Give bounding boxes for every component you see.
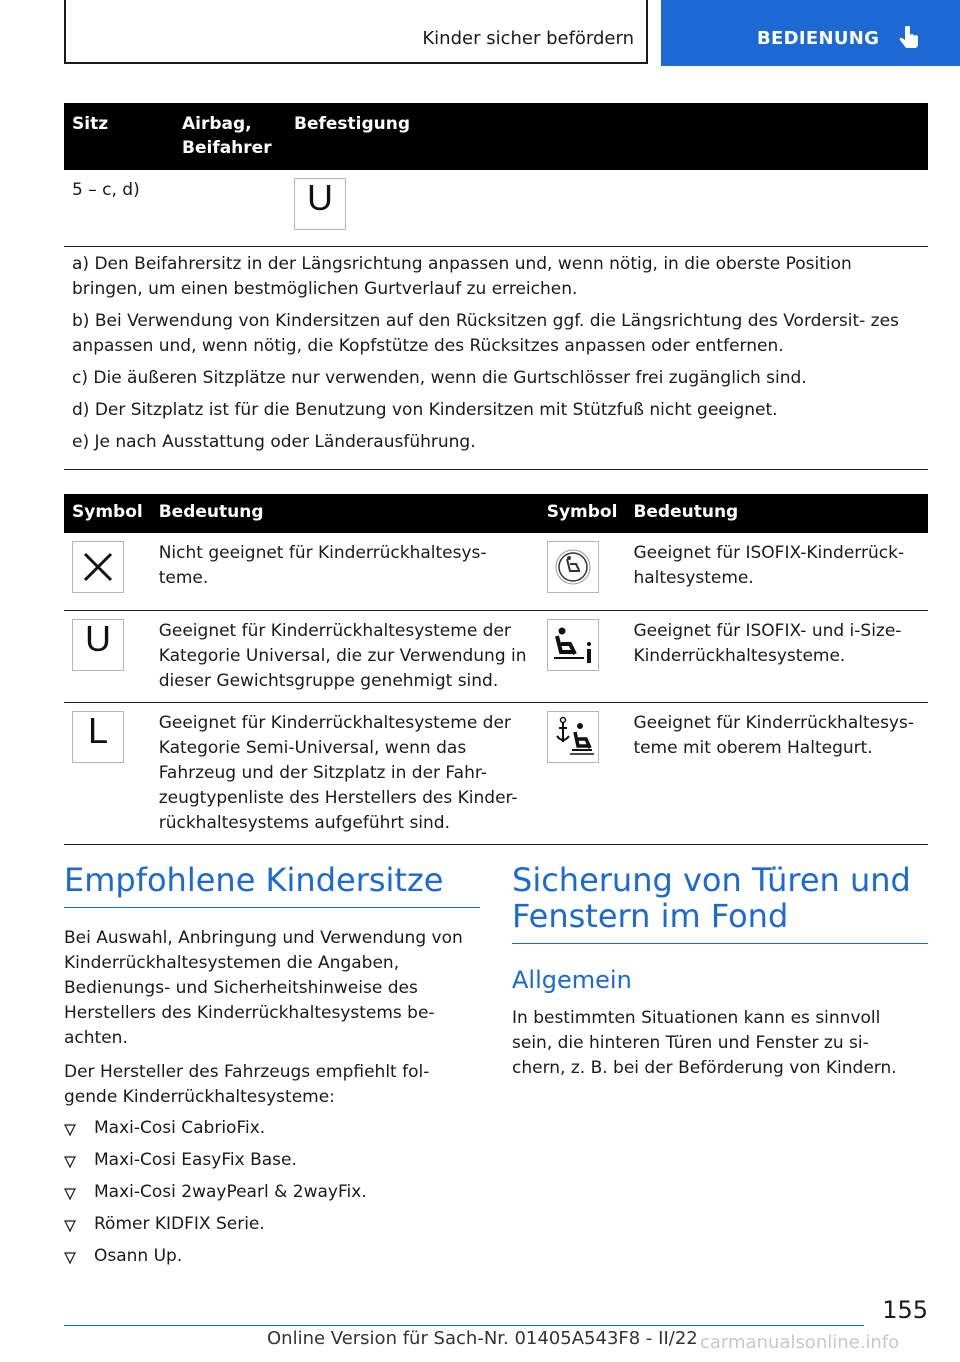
isofix-isize-icon: [547, 619, 599, 671]
list-item: Maxi-Cosi 2wayPearl & 2wayFix.: [64, 1180, 474, 1212]
list-item: Maxi-Cosi CabrioFix.: [64, 1116, 474, 1148]
header-seat: Sitz: [64, 103, 174, 170]
symbol-cell: [539, 610, 626, 702]
footnote-a: a) Den Beifahrersitz in der Längsrichtung anpassen und, wenn nötig, in die oberste Position bringen, um einen bestmöglichen Gurtverlauf zu erreichen.: [72, 254, 852, 299]
section-title-door-lock-line2: Fenstern im Fond: [512, 897, 789, 935]
table-row: [64, 533, 928, 610]
meaning-text: Geeignet für Kinderrückhaltesys- teme mit oberem Haltegurt.: [625, 702, 928, 844]
semi-universal-l-icon: L: [72, 711, 124, 763]
airbag-value: [174, 170, 286, 247]
bullet-triangle-icon: [64, 1156, 76, 1168]
list-item: Römer KIDFIX Serie.: [64, 1212, 474, 1244]
header-meaning-right: Bedeutung: [625, 494, 928, 533]
section-title-door-lock-line1: Sicherung von Türen und: [512, 861, 911, 899]
header-airbag: Airbag, Beifahrer: [174, 103, 286, 170]
header-chapter-box: [64, 0, 648, 64]
top-tether-icon: [547, 711, 599, 763]
cross-icon: [72, 541, 124, 593]
symbol-cell: [64, 533, 151, 610]
table-row: [64, 170, 928, 247]
bullet-triangle-icon: [64, 1124, 76, 1136]
list-item: Osann Up.: [64, 1244, 474, 1276]
footnote-e: e) Je nach Ausstattung oder Länderausführung.: [72, 432, 476, 452]
section-rule: [512, 943, 928, 944]
meaning-text: Geeignet für Kinderrückhaltesysteme der Kategorie Semi-Universal, wenn das Fahrzeug und der Sitzplatz in der Fahr- zeugtypenliste des Herstellers des Kinder- rückhaltesystems aufgeführt sind.: [151, 702, 539, 844]
meaning-text: Geeignet für ISOFIX-Kinderrück- haltesysteme.: [625, 533, 928, 610]
bullet-triangle-icon: [64, 1252, 76, 1264]
isofix-seat-icon: [547, 541, 599, 593]
paragraph: Bei Auswahl, Anbringung und Verwendung von Kinderrückhaltesystemen die Angaben, Bedienungs- und Sicherheitshinweise des Herstellers des Kinderrückhaltesystems be- achten.: [64, 928, 463, 1048]
meaning-text: Nicht geeignet für Kinderrückhaltesys- teme.: [151, 533, 539, 610]
list-item: Maxi-Cosi EasyFix Base.: [64, 1148, 474, 1180]
footnote-b: b) Bei Verwendung von Kindersitzen auf den Rücksitzen ggf. die Längsrichtung des Vordersit- zes anpassen und, wenn nötig, die Kopfstütze des Rücksitzes anpassen oder entfernen.: [72, 311, 899, 356]
symbol-cell: [539, 533, 626, 610]
footnotes: [64, 246, 928, 470]
footnote-d: d) Der Sitzplatz ist für die Benutzung von Kindersitzen mit Stützfuß nicht geeignet.: [72, 400, 778, 420]
recommended-seats-list: [64, 1116, 474, 1276]
universal-u-icon: U: [72, 619, 124, 671]
symbol-cell: [539, 702, 626, 844]
bullet-triangle-icon: [64, 1188, 76, 1200]
paragraph: In bestimmten Situationen kann es sinnvoll sein, die hinteren Türen und Fenster zu si- chern, z. B. bei der Beförderung von Kindern.: [512, 1008, 897, 1078]
symbol-cell: [64, 610, 151, 702]
symbol-legend-table: [64, 494, 928, 845]
section-rule: [64, 907, 480, 908]
universal-u-icon: U: [294, 178, 346, 230]
footnote-c: c) Die äußeren Sitzplätze nur verwenden, wenn die Gurtschlösser frei zugänglich sind.: [72, 368, 807, 388]
bullet-triangle-icon: [64, 1220, 76, 1232]
section-title-recommended-seats: Empfohlene Kindersitze: [64, 861, 444, 899]
header-symbol-right: Symbol: [539, 494, 626, 533]
subsection-title: Allgemein: [512, 966, 632, 994]
section-title: BEDIENUNG: [757, 28, 880, 49]
paragraph: Der Hersteller des Fahrzeugs empfiehlt fol- gende Kinderrückhaltesysteme:: [64, 1062, 430, 1107]
header-symbol-left: Symbol: [64, 494, 151, 533]
meaning-text: Geeignet für ISOFIX- und i-Size- Kinderrückhaltesysteme.: [625, 610, 928, 702]
seat-value: 5 – c, d): [64, 170, 174, 247]
hand-pointer-icon: [897, 26, 921, 54]
header-section-tab[interactable]: [661, 0, 960, 66]
header-meaning-left: Bedeutung: [151, 494, 539, 533]
table-row: [64, 702, 928, 844]
fastening-cell: [286, 170, 928, 247]
meaning-text: Geeignet für Kinderrückhaltesysteme der Kategorie Universal, die zur Verwendung in dieser Gewichtsgruppe genehmigt sind.: [151, 610, 539, 702]
footer-rule: [64, 1325, 864, 1326]
table-row: [64, 610, 928, 702]
symbol-cell: [64, 702, 151, 844]
footer-text: Online Version für Sach-Nr. 01405A543F8 - II/22: [267, 1328, 698, 1349]
watermark: carmanualsonline.info: [700, 1332, 900, 1353]
seat-table: [64, 103, 928, 247]
chapter-title: Kinder sicher befördern: [422, 28, 634, 49]
header-fastening: Befestigung: [286, 103, 928, 170]
page-number: 155: [882, 1296, 928, 1324]
